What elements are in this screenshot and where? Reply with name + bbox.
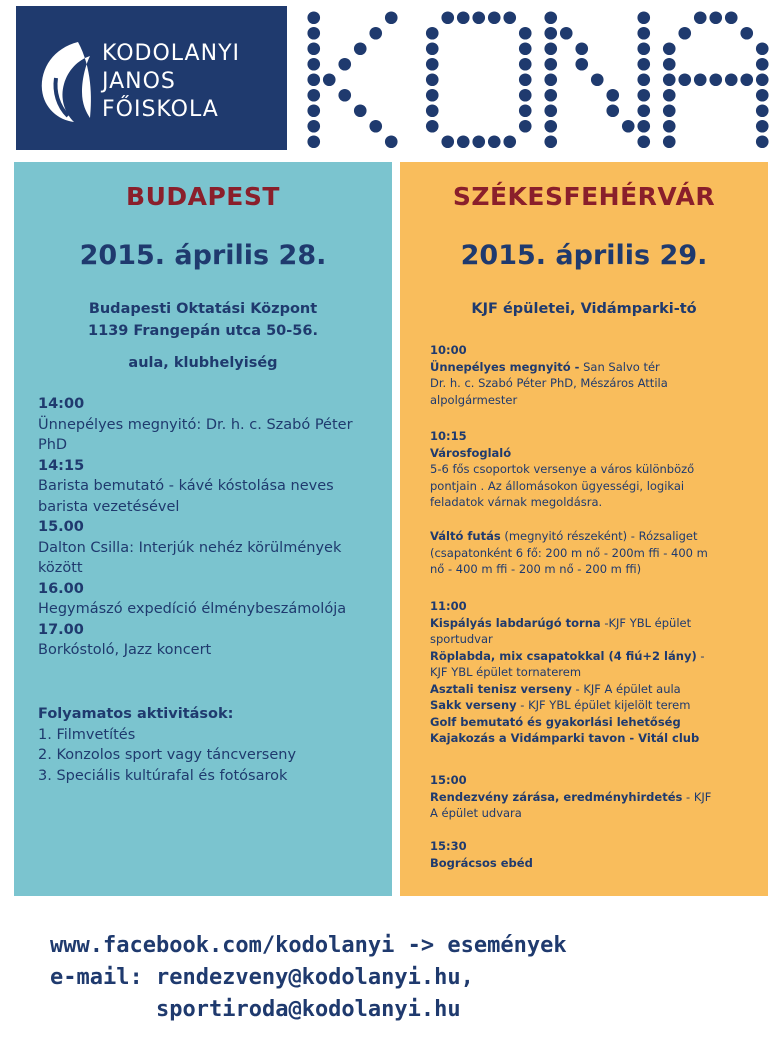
szekesfehervar-date: 2015. április 29. <box>460 240 708 271</box>
kona-dot <box>519 58 532 71</box>
szekesfehervar-venue: KJF épületei, Vidámparki-tó <box>471 301 697 317</box>
kona-dot <box>663 42 676 55</box>
kona-dot <box>663 89 676 102</box>
kona-dot <box>503 135 516 148</box>
kona-dot <box>354 42 367 55</box>
budapest-venue-3: aula, klubhelyiség <box>128 355 278 371</box>
schedule-block-3: Váltó futás (megnyitó részeként) - Rózsaliget (csapatonként 6 fő: 200 m nő - 200m ffi - 400 m nő - 400 m ffi - 200 m nő - 200 m ffi) <box>430 529 708 576</box>
kona-dot <box>544 42 557 55</box>
kona-dot <box>637 73 650 86</box>
logo-box <box>16 6 287 150</box>
kona-dot <box>622 120 635 133</box>
schedule-block-5: 15:00 Rendezvény zárása, eredményhirdetés - KJF A épület udvara <box>430 773 712 820</box>
kona-dot <box>575 58 588 71</box>
kona-dot <box>575 42 588 55</box>
kona-dot <box>637 135 650 148</box>
kona-dot <box>426 42 439 55</box>
kona-banner <box>300 6 770 152</box>
kona-dot <box>519 120 532 133</box>
kona-dot <box>369 120 382 133</box>
kona-dot <box>694 73 707 86</box>
kona-dot <box>544 89 557 102</box>
kona-dot <box>560 27 573 40</box>
footer-contacts <box>50 930 567 1026</box>
logo-line-3: FŐISKOLA <box>102 97 219 122</box>
kona-dot <box>756 73 769 86</box>
kona-dot <box>472 11 485 24</box>
kona-dot <box>606 104 619 117</box>
kona-dot <box>307 42 320 55</box>
kona-dot <box>457 11 470 24</box>
budapest-schedule <box>38 394 383 661</box>
kona-dot <box>756 58 769 71</box>
kona-dot <box>354 104 367 117</box>
kona-banner-text: KONA <box>533 146 537 147</box>
schedule-item: 17.00 Borkóstoló, Jazz koncert <box>38 621 212 658</box>
kona-dot <box>307 58 320 71</box>
szekesfehervar-city: SZÉKESFEHÉRVÁR <box>452 182 716 211</box>
budapest-venue-2: 1139 Frangepán utca 50-56. <box>88 323 318 339</box>
ongoing-title: Folyamatos aktivitások: <box>38 706 234 722</box>
kona-dot <box>426 89 439 102</box>
budapest-column <box>14 162 392 896</box>
facebook-link[interactable]: www.facebook.com/kodolanyi -> események <box>50 933 567 958</box>
kona-dot <box>637 42 650 55</box>
budapest-date: 2015. április 28. <box>79 240 327 271</box>
kona-dot <box>472 135 485 148</box>
schedule-block-4: 11:00 Kispályás labdarúgó torna -KJF YBL épület sportudvar Röplabda, mix csapatokkal (4 fiú+2 lány) - KJF YBL épület tornaterem Asztali tenisz verseny - KJF A épület aula Sakk verseny - KJF YBL épület kijelölt terem Golf bemutató és gyakorlási lehetőség Kajakozás a Vidámparki tavon - Vitál club <box>430 599 705 745</box>
kona-dot <box>369 27 382 40</box>
schedule-item: 14:00 Ünnepélyes megnyitó: Dr. h. c. Szabó Péter PhD <box>38 396 353 453</box>
kona-dot <box>519 27 532 40</box>
kona-dot <box>544 135 557 148</box>
logo-line-2: JANOS <box>102 69 176 94</box>
kona-dot <box>338 58 351 71</box>
kona-dot <box>756 120 769 133</box>
kona-dot <box>426 27 439 40</box>
kona-dot <box>307 27 320 40</box>
kona-dot <box>503 11 516 24</box>
schedule-block-2: 10:15 Városfoglaló 5-6 fős csoportok versenye a város különböző pontjain . Az állomásokon ügyességi, logikai feladatok várnak megoldásra. <box>430 429 695 509</box>
kona-dot <box>488 135 501 148</box>
kona-dot <box>637 120 650 133</box>
kona-dot <box>307 73 320 86</box>
schedule-item: 14:15 Barista bemutató - kávé kóstolása neves barista vezetésével <box>38 457 334 515</box>
kona-dot <box>756 135 769 148</box>
kona-dot <box>663 73 676 86</box>
leaf-logo-icon <box>34 38 94 126</box>
kona-dot <box>591 73 604 86</box>
kona-dot <box>338 89 351 102</box>
kona-dot <box>725 73 738 86</box>
kona-dot <box>544 58 557 71</box>
kona-dot <box>441 135 454 148</box>
kona-dot <box>307 11 320 24</box>
kona-dot <box>544 73 557 86</box>
kona-dot <box>678 73 691 86</box>
kona-dot <box>740 73 753 86</box>
kona-dot <box>544 120 557 133</box>
kona-dot <box>740 27 753 40</box>
list-item: 3. Speciális kultúrafal és fotósarok <box>38 767 288 784</box>
schedule-block-1: 10:00 Ünnepélyes megnyitó - San Salvo tér Dr. h. c. Szabó Péter PhD, Mészáros Attila alpolgármester <box>430 343 668 407</box>
kona-dot <box>637 27 650 40</box>
kona-dot <box>544 11 557 24</box>
kona-dot <box>709 11 722 24</box>
kona-dot <box>519 104 532 117</box>
kona-dot <box>385 135 398 148</box>
budapest-city: BUDAPEST <box>126 182 280 211</box>
kona-dot <box>385 11 398 24</box>
budapest-venue-1: Budapesti Oktatási Központ <box>88 301 318 317</box>
kona-dot <box>544 104 557 117</box>
kona-dot <box>544 27 557 40</box>
schedule-item: 15.00 Dalton Csilla: Interjúk nehéz körülmények között <box>38 519 342 576</box>
kona-dot <box>441 11 454 24</box>
kona-dot <box>663 104 676 117</box>
kona-dot <box>519 89 532 102</box>
logo-text <box>102 40 240 124</box>
kona-dot <box>663 58 676 71</box>
kona-dot <box>663 135 676 148</box>
kona-dot <box>307 135 320 148</box>
email-line[interactable]: e-mail: rendezveny@kodolanyi.hu, <box>50 965 474 990</box>
kona-dot <box>307 89 320 102</box>
logo-line-1: KODOLANYI <box>102 41 240 66</box>
kona-dot <box>426 73 439 86</box>
szekesfehervar-column <box>400 162 768 896</box>
kona-dot <box>519 42 532 55</box>
kona-dot <box>519 73 532 86</box>
kona-dot <box>606 89 619 102</box>
kona-dot <box>307 104 320 117</box>
kona-dot <box>678 27 691 40</box>
kona-dot <box>426 58 439 71</box>
list-item: 1. Filmvetítés <box>38 726 136 743</box>
kona-dot <box>637 104 650 117</box>
kona-dot <box>323 73 336 86</box>
kona-dot <box>637 89 650 102</box>
kona-dot <box>426 120 439 133</box>
kona-dot <box>756 104 769 117</box>
kona-dot <box>663 120 676 133</box>
kona-dot <box>637 58 650 71</box>
ongoing-activities <box>38 704 383 786</box>
kona-dot <box>694 11 707 24</box>
kona-dot <box>725 11 738 24</box>
kona-dot <box>488 11 501 24</box>
kona-dot <box>457 135 470 148</box>
kona-dot <box>756 89 769 102</box>
kona-dot <box>637 11 650 24</box>
list-item: 2. Konzolos sport vagy táncverseny <box>38 747 297 763</box>
schedule-item: 16.00 Hegymászó expedíció élménybeszámolója <box>38 580 347 617</box>
email-line-2[interactable]: sportiroda@kodolanyi.hu <box>156 997 461 1022</box>
kona-dot <box>426 104 439 117</box>
kona-dot <box>756 42 769 55</box>
kona-dot <box>709 73 722 86</box>
schedule-block-6: 15:30 Bográcsos ebéd <box>430 839 533 870</box>
kona-dot <box>307 120 320 133</box>
